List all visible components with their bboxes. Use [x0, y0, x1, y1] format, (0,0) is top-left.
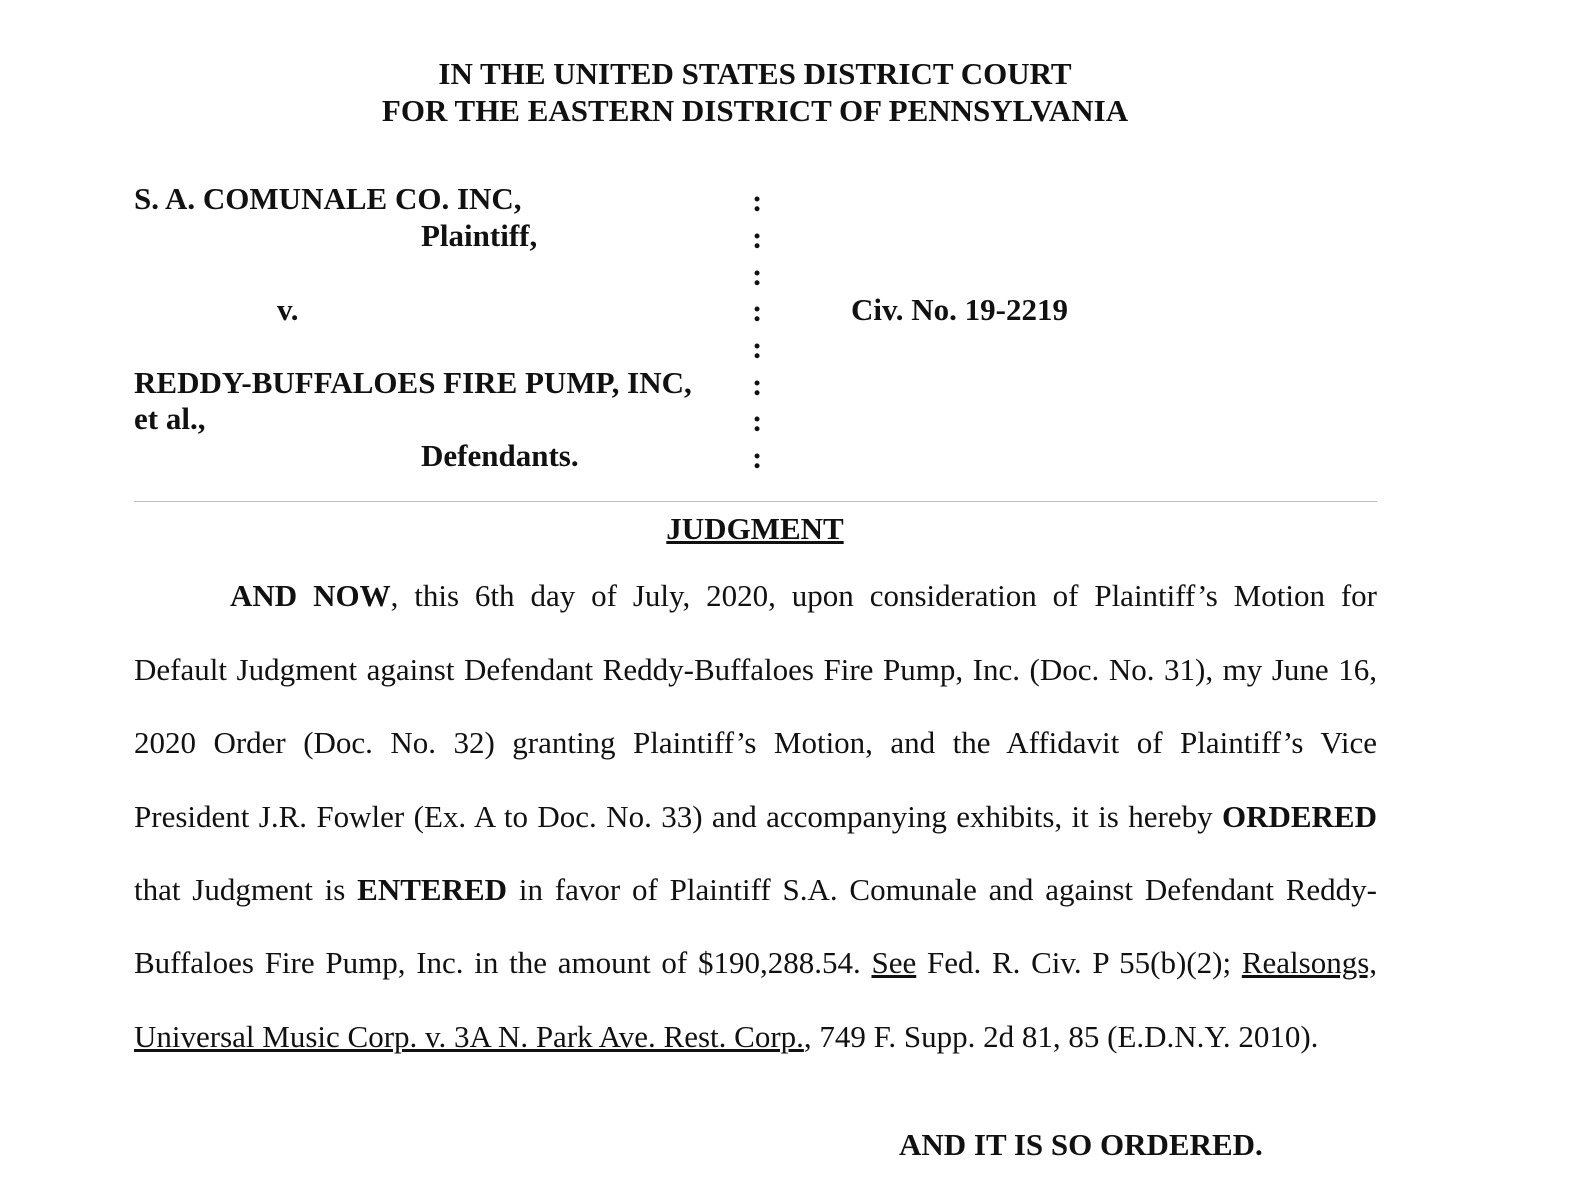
caption-colon: : — [752, 257, 763, 292]
caption-colon: : — [752, 440, 763, 475]
court-name-line1: IN THE UNITED STATES DISTRICT COURT — [438, 56, 1072, 91]
entered-word: ENTERED — [357, 872, 508, 907]
case-number: Civ. No. 19-2219 — [851, 292, 1068, 327]
caption-colon: : — [752, 220, 763, 255]
defendant-name-line2: et al., — [134, 401, 206, 436]
court-name-line2: FOR THE EASTERN DISTRICT OF PENNSYLVANIA — [381, 93, 1129, 128]
body-text: Buffaloes Fire Pump, Inc. in the amount of $190,288.54. — [134, 945, 872, 980]
plaintiff-role: Plaintiff, — [421, 218, 538, 253]
see-signal: See — [871, 945, 917, 980]
case-citation-part1: Realsongs, — [1241, 945, 1378, 980]
body-text: in favor of Plaintiff S.A. Comunale and against Defendant Reddy- — [507, 872, 1378, 907]
body-line-3: 2020 Order (Doc. No. 32) granting Plaintiff’s Motion, and the Affidavit of Plaintiff’s Vice — [134, 725, 1377, 760]
body-text: , this 6th day of July, 2020, upon consideration of Plaintiff’s Motion for — [390, 578, 1377, 613]
caption-colon: : — [752, 293, 763, 328]
caption-colon: : — [752, 367, 763, 402]
and-now-phrase: AND NOW — [230, 578, 391, 613]
body-text: that Judgment is — [134, 872, 358, 907]
rule-citation: Fed. R. Civ. P 55(b)(2); — [916, 945, 1242, 980]
caption-colon: : — [752, 183, 763, 218]
document-title: JUDGMENT — [666, 511, 844, 546]
body-line-4 — [134, 797, 1377, 837]
plaintiff-name: S. A. COMUNALE CO. INC, — [134, 181, 522, 216]
caption-colon: : — [752, 403, 763, 438]
ordered-word: ORDERED — [1221, 799, 1377, 834]
caption-divider — [134, 501, 1377, 502]
body-line-2: Default Judgment against Defendant Reddy-Buffaloes Fire Pump, Inc. (Doc. No. 31), my June 16, — [134, 652, 1377, 687]
defendant-name-line1: REDDY-BUFFALOES FIRE PUMP, INC, — [134, 365, 692, 400]
versus: v. — [277, 292, 299, 327]
caption-colon: : — [752, 330, 763, 365]
case-citation-part2: Universal Music Corp. v. 3A N. Park Ave. Rest. Corp. — [134, 1019, 804, 1054]
closing-order: AND IT IS SO ORDERED. — [899, 1127, 1263, 1162]
body-text: President J.R. Fowler (Ex. A to Doc. No. 33) and accompanying exhibits, it is hereby — [134, 799, 1222, 834]
defendant-role: Defendants. — [421, 438, 579, 473]
body-line-7 — [134, 1017, 1377, 1057]
reporter-citation: , 749 F. Supp. 2d 81, 85 (E.D.N.Y. 2010). — [803, 1019, 1319, 1054]
body-line-1 — [134, 576, 1377, 616]
body-line-5 — [134, 870, 1377, 910]
body-line-6 — [134, 943, 1377, 983]
